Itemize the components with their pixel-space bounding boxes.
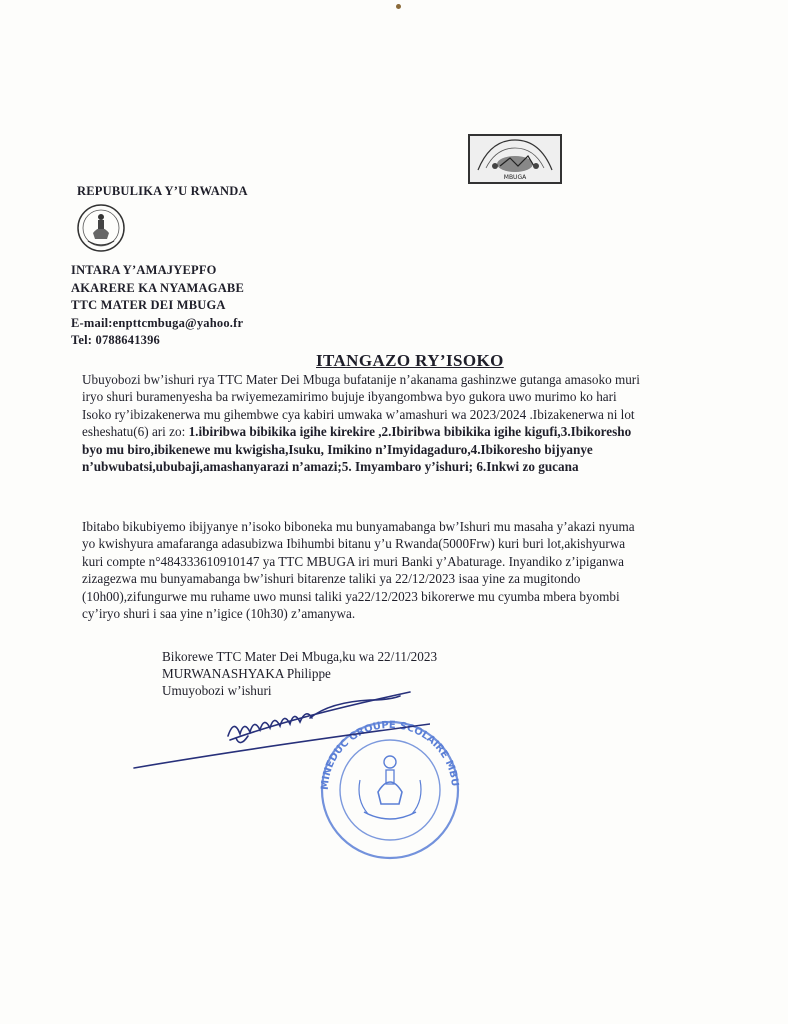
p1-line-4	[82, 423, 640, 440]
paragraph-2	[82, 518, 635, 622]
p2-line-2: yo kwishyura amafaranga adasubizwa Ibihumbi bitanu y’u Rwanda(5000Frw) kuri buri lot,akishyurwa	[82, 536, 626, 552]
p2-line-4: zizagezwa mu bunyamabanga bw’ishuri bitarenze taliki ya 22/12/2023 isaa yine za mugitondo	[82, 571, 581, 587]
province-name: INTARA Y’AMAJYEPFO	[71, 263, 217, 277]
p1-line-6-text: n’ubwubatsi,ububaji,amashanyarazi n’amazi;5. Imyambaro y’ishuri; 6.Inkwi zo gucana	[82, 459, 579, 475]
p1-line-1: Ubuyobozi bw’ishuri rya TTC Mater Dei Mbuga bufatanije n’akanama gashinzwe gutanga amasoko muri	[82, 372, 640, 387]
district-name: AKARERE KA NYAMAGABE	[71, 281, 245, 295]
place-date: Bikorewe TTC Mater Dei Mbuga,ku wa 22/11/2023	[162, 649, 438, 664]
p2-line-3: kuri compte n°484333610910147 ya TTC MBUGA iri muri Banki y’Abaturage. Inyandiko z’ipiganwa	[82, 553, 624, 569]
signatory-role: Umuyobozi w’ishuri	[162, 682, 272, 698]
school-logo-caption: MBUGA	[503, 174, 527, 181]
document-title: ITANGAZO RY’ISOKO	[316, 351, 504, 370]
school-name: TTC MATER DEI MBUGA	[71, 298, 226, 312]
national-emblem-icon	[76, 203, 126, 253]
p1-line-3: Isoko ry’ibizakenerwa mu gihembwe cya kabiri umwaka w’amashuri wa 2023/2024 .Ibizakenerwa ni lot	[82, 406, 635, 422]
p1-line-4-intro: esheshatu(6) ari zo:	[82, 424, 189, 440]
handwritten-signature	[130, 688, 430, 778]
country-name: REPUBULIKA Y’U RWANDA	[77, 184, 248, 198]
p1-line-6	[82, 458, 640, 475]
paragraph-1	[82, 371, 640, 475]
p1-line-5-text: byo mu biro,ibikenewe mu kwigisha,Isuku, Imikino n’Imyidagaduro,4.Ibikoresho bijyanye	[82, 441, 593, 457]
signatory-name: MURWANASHYAKA Philippe	[162, 665, 331, 681]
stamp-ring-path: MINEDUC GROUPE SCOLAIRE MBU	[319, 719, 460, 791]
phone-line: Tel: 0788641396	[71, 333, 160, 347]
p2-line-5: (10h00),zifungurwe mu ruhame uwo munsi taliki ya22/12/2023 bikorerwe mu cyumba mbera byombi	[82, 588, 620, 604]
p2-line-1: Ibitabo bikubiyemo ibijyanye n’isoko biboneka mu bunyamabanga bw’Ishuri mu masaha y’akazi nyuma	[82, 519, 635, 534]
email-line: E-mail:enpttcmbuga@yahoo.fr	[71, 316, 244, 330]
p2-line-6: cy’iryo shuri i saa yine n’igice (10h30) z’amanywa.	[82, 606, 356, 622]
p1-line-4-lots: 1.ibiribwa bibikika igihe kirekire ,2.Ibiribwa bibikika igihe kigufi,3.Ibikoresho	[188, 424, 632, 440]
p1-line-2: iryo shuri buramenyesha ba rwiyemezamirimo bujuje ibyangombwa byo gukora uwo murimo ko hari	[82, 389, 617, 405]
school-logo	[468, 134, 562, 184]
paper-speck	[396, 4, 401, 9]
p1-line-5	[82, 441, 640, 458]
